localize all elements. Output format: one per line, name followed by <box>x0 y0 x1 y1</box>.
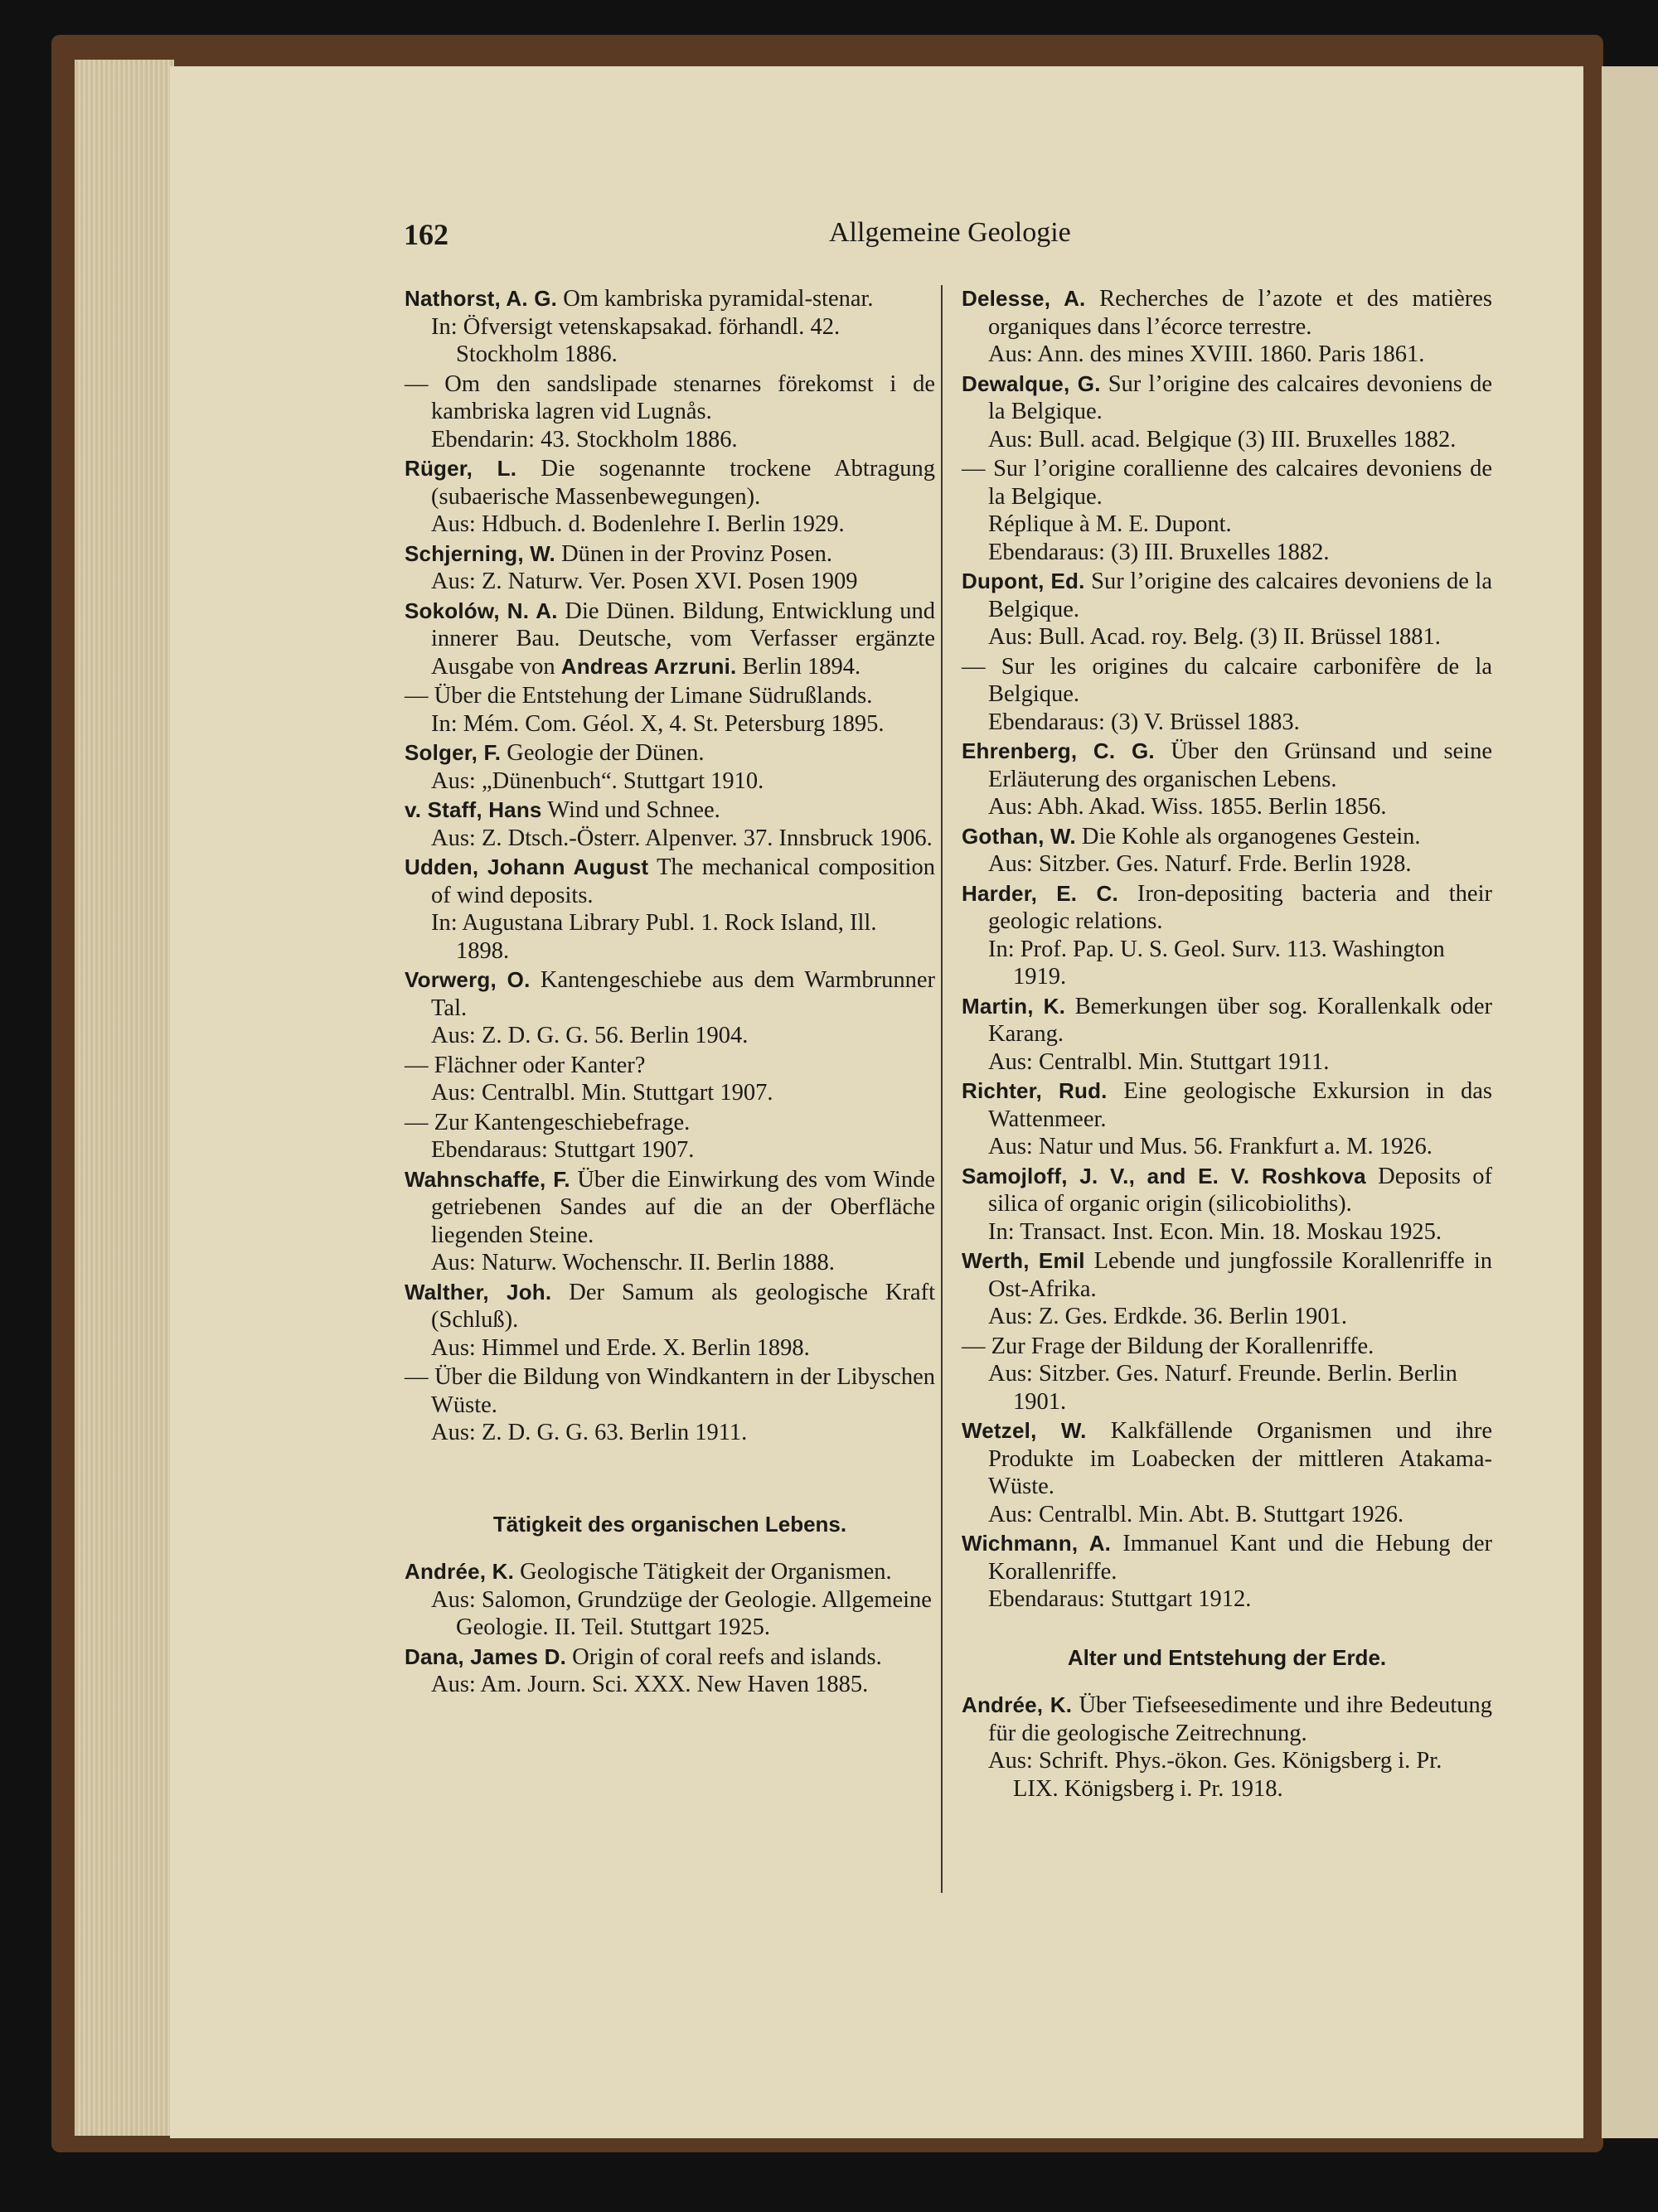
bibliography-entry <box>405 739 935 795</box>
entry-citation <box>405 966 935 1022</box>
bibliography-entry <box>962 823 1492 879</box>
bibliography-entry <box>962 1163 1492 1246</box>
entry-title: Om kambriska pyramidal-stenar. <box>557 286 874 312</box>
entry-title: — Flächner oder Kanter? <box>405 1052 646 1078</box>
entry-source: Aus: Naturw. Wochenschr. II. Berlin 1888. <box>431 1250 835 1275</box>
entry-title: — Über die Bildung von Windkantern in der Libyschen Wüste. <box>405 1364 935 1418</box>
entry-source: In: Augustana Library Publ. 1. Rock Island, Ill. 1898. <box>431 910 877 964</box>
entry-title: Eine geologische Exkursion in das Wattenmeer. <box>988 1078 1492 1132</box>
entry-author: Andrée, K. <box>405 1559 515 1584</box>
entry-source: Aus: Natur und Mus. 56. Frankfurt a. M. 1926. <box>988 1134 1433 1159</box>
entry-source: Aus: Z. Dtsch.-Österr. Alpenver. 37. Innsbruck 1906. <box>431 825 933 851</box>
entry-source: Aus: Abh. Akad. Wiss. 1855. Berlin 1856. <box>988 794 1387 820</box>
entry-citation <box>405 739 935 767</box>
entry-citation <box>962 1333 1492 1361</box>
entry-author: Werth, Emil <box>962 1248 1085 1273</box>
entry-citation <box>405 1279 935 1334</box>
entry-source: In: Transact. Inst. Econ. Min. 18. Moskau 1925. <box>988 1218 1442 1245</box>
entry-source: Ebendaraus: (3) III. Bruxelles 1882. <box>988 539 1330 565</box>
bibliography-entry <box>962 1333 1492 1416</box>
entry-source: Aus: Sitzber. Ges. Naturf. Freunde. Berlin. Berlin 1901. <box>988 1361 1457 1415</box>
bibliography-entry <box>962 455 1492 566</box>
entry-author: v. Staff, Hans <box>405 797 542 822</box>
bibliography-entry <box>962 653 1492 737</box>
bibliography-entry <box>962 1692 1492 1803</box>
entry-citation <box>962 1417 1492 1501</box>
entry-author: Dupont, Ed. <box>962 569 1085 593</box>
bibliography-entry <box>405 1363 935 1447</box>
bibliography-entry <box>962 1247 1492 1331</box>
section-heading-age-of-earth: Alter und Entstehung der Erde. <box>1067 1644 1387 1670</box>
entry-title: Über die Einwirkung des vom Winde getriebenen Sandes auf die an der Oberfläche liegenden Steine. <box>431 1166 935 1248</box>
entry-source: Aus: Himmel und Erde. X. Berlin 1898. <box>431 1334 810 1361</box>
bibliography-entry <box>962 568 1492 651</box>
entry-source: Aus: Z. D. G. G. 63. Berlin 1911. <box>431 1420 748 1445</box>
entry-citation <box>405 598 935 681</box>
entry-title: — Zur Kantengeschiebefrage. <box>405 1109 691 1135</box>
entry-citation <box>962 1692 1492 1747</box>
entry-title: Dünen in der Provinz Posen. <box>555 540 832 567</box>
entry-title: The mechanical composition of wind deposits. <box>431 854 936 908</box>
entry-citation <box>962 1530 1492 1585</box>
entry-title: Wind und Schnee. <box>541 797 720 823</box>
entry-author: Udden, Johann August <box>405 854 649 879</box>
bibliography-entry <box>405 1109 935 1164</box>
bibliography-entry <box>405 1643 935 1699</box>
entry-source: Aus: Schrift. Phys.-ökon. Ges. Königsberg i. Pr. LIX. Königsberg i. Pr. 1918. <box>988 1748 1442 1802</box>
entry-citation <box>962 993 1492 1048</box>
entry-source: Aus: Sitzber. Ges. Naturf. Frde. Berlin 1928. <box>988 851 1412 877</box>
entry-author: Sokolów, N. A. <box>405 598 558 623</box>
entry-citation <box>962 370 1492 426</box>
entry-title: Sur l’origine des calcaires devoniens de la Belgique. <box>988 370 1492 424</box>
entry-citation <box>962 823 1492 851</box>
entry-source: Aus: Salomon, Grundzüge der Geologie. Allgemeine Geologie. II. Teil. Stuttgart 1925. <box>431 1586 932 1640</box>
entry-author: Martin, K. <box>962 993 1065 1019</box>
entry-source: Réplique à M. E. Dupont. <box>988 511 1232 537</box>
bibliography-entry <box>962 738 1492 821</box>
entry-source: Aus: Z. D. G. G. 56. Berlin 1904. <box>431 1023 749 1048</box>
entry-citation <box>962 653 1492 709</box>
entry-author: Nathorst, A. G. <box>405 286 558 311</box>
entry-author: Wahnschaffe, F. <box>405 1166 570 1192</box>
entry-citation <box>962 880 1492 936</box>
bibliography-entry <box>962 993 1492 1077</box>
facing-page-edge <box>1602 66 1658 2138</box>
entry-author: Delesse, A. <box>962 286 1086 311</box>
entry-source: In: Mém. Com. Géol. X, 4. St. Petersburg 1895. <box>431 710 885 737</box>
entry-citation <box>405 1363 935 1419</box>
entry-source: Aus: Centralbl. Min. Abt. B. Stuttgart 1926. <box>988 1501 1404 1527</box>
entry-citation <box>962 455 1492 511</box>
entry-author: Wichmann, A. <box>962 1531 1112 1556</box>
bibliography-entry <box>405 854 935 965</box>
entry-source: Ebendaraus: (3) V. Brüssel 1883. <box>988 709 1300 735</box>
entry-citation <box>405 1166 935 1250</box>
entry-source: Aus: Z. Naturw. Ver. Posen XVI. Posen 1909 <box>431 569 858 594</box>
page-number: 162 <box>404 218 448 251</box>
entry-source: Aus: Am. Journ. Sci. XXX. New Haven 1885. <box>431 1672 869 1697</box>
running-title: Allgemeine Geologie <box>829 217 1071 248</box>
entry-citation <box>962 1077 1492 1133</box>
entry-title: Iron-depositing bacteria and their geologic relations. <box>988 880 1492 934</box>
entry-citation <box>405 1109 935 1137</box>
bibliography-entry <box>405 455 935 539</box>
bibliography-entry <box>962 285 1492 369</box>
entry-title: Geologische Tätigkeit der Organismen. <box>514 1559 892 1585</box>
entry-source: Aus: Hdbuch. d. Bodenlehre I. Berlin 1929. <box>431 511 845 537</box>
entry-title: — Sur les origines du calcaire carbonifère de la Belgique. <box>962 653 1492 707</box>
entry-title: Recherches de l’azote et des matières organiques dans l’écorce terrestre. <box>988 286 1493 340</box>
entry-author: Wetzel, W. <box>962 1418 1087 1443</box>
entry-source: Aus: Centralbl. Min. Stuttgart 1907. <box>431 1080 773 1106</box>
entry-citation <box>405 285 935 313</box>
entry-author: Schjerning, W. <box>405 540 555 566</box>
entry-author: Samojloff, J. V., and E. V. Roshkova <box>962 1163 1366 1188</box>
bibliography-entry <box>405 598 935 681</box>
bibliography-entry <box>405 682 935 738</box>
entry-source: In: Prof. Pap. U. S. Geol. Surv. 113. Washington 1919. <box>988 936 1445 990</box>
entry-source: Aus: Bull. acad. Belgique (3) III. Bruxelles 1882. <box>988 426 1457 453</box>
entry-source: In: Öfversigt vetenskapsakad. förhandl. 42. Stockholm 1886. <box>431 313 841 367</box>
entry-citation <box>405 540 935 569</box>
bibliography-entry <box>962 370 1492 454</box>
entry-author: Richter, Rud. <box>962 1078 1108 1103</box>
entry-title: Geologie der Dünen. <box>501 740 705 766</box>
entry-title: Kantengeschiebe aus dem Warmbrunner Tal. <box>431 967 935 1021</box>
entry-title: Die Kohle als organogenes Gestein. <box>1075 823 1421 849</box>
bibliography-entry <box>405 1166 935 1277</box>
section-heading-organic-life: Tätigkeit des organischen Lebens. <box>492 1511 847 1537</box>
bibliography-entry <box>405 796 935 852</box>
entry-citation <box>405 1052 935 1080</box>
entry-coauthor: Andreas Arzruni. <box>560 653 737 679</box>
entry-source: Aus: Bull. Acad. roy. Belg. (3) II. Brüssel 1881. <box>988 624 1441 650</box>
entry-source: Aus: Ann. des mines XVIII. 1860. Paris 1861. <box>988 341 1425 367</box>
entry-title: Kalkfällende Organismen und ihre Produkte im Loabecken der mittleren Atakama-Wüste. <box>988 1418 1492 1499</box>
entry-title: Über Tiefseesedimente und ihre Bedeutung für die geologische Zeitrechnung. <box>988 1692 1492 1746</box>
right-entries <box>962 285 1492 1614</box>
left-column <box>405 285 935 1701</box>
bibliography-entry <box>962 880 1492 991</box>
entry-citation <box>405 682 935 710</box>
entry-citation <box>962 568 1492 623</box>
entry-source: Aus: „Dünenbuch“. Stuttgart 1910. <box>431 767 764 794</box>
entry-citation <box>962 285 1492 341</box>
entry-title: Origin of coral reefs and islands. <box>566 1643 882 1670</box>
entry-author: Solger, F. <box>405 740 502 765</box>
entry-author: Vorwerg, O. <box>405 967 531 992</box>
entry-citation <box>962 738 1492 793</box>
entry-author: Rüger, L. <box>405 456 517 481</box>
entry-title: Immanuel Kant und die Hebung der Korallenriffe. <box>988 1531 1492 1585</box>
bibliography-entry <box>962 1530 1492 1614</box>
entry-author: Dana, James D. <box>405 1643 567 1669</box>
entry-title: Der Samum als geologische Kraft (Schluß). <box>431 1279 935 1333</box>
entry-citation <box>405 455 935 511</box>
entry-title: Lebende und jungfossile Korallenriffe in Ost-Afrika. <box>988 1248 1492 1302</box>
entry-title: Die Dünen. Bildung, Entwicklung und innerer Bau. Deutsche, vom Verfasser ergänzte Ausgabe von <box>431 598 935 680</box>
entry-title: Über den Grünsand und seine Erläuterung des organischen Lebens. <box>988 738 1493 792</box>
entry-title: — Sur l’origine corallienne des calcaires devoniens de la Belgique. <box>962 456 1492 510</box>
entry-citation <box>405 1558 935 1586</box>
entry-author: Harder, E. C. <box>962 880 1118 906</box>
bibliography-entry <box>405 1052 935 1107</box>
right-section-entries <box>962 1692 1492 1803</box>
entry-source: Aus: Z. Ges. Erdkde. 36. Berlin 1901. <box>988 1304 1347 1329</box>
entry-title: — Über die Entstehung der Limane Südrußlands. <box>405 683 873 709</box>
entry-citation <box>405 370 935 426</box>
entry-title: — Om den sandslipade stenarnes förekomst i de kambriska lagren vid Lugnås. <box>405 370 935 424</box>
entry-title: Sur l’origine des calcaires devoniens de la Belgique. <box>988 569 1492 622</box>
bibliography-entry <box>962 1077 1492 1161</box>
bibliography-entry <box>405 370 935 454</box>
entry-citation <box>405 1643 935 1672</box>
bibliography-entry <box>405 540 935 596</box>
entry-source: Ebendaraus: Stuttgart 1907. <box>431 1137 695 1163</box>
column-divider <box>941 285 943 1893</box>
entry-title: Bemerkungen über sog. Korallenkalk oder Karang. <box>988 993 1492 1047</box>
right-column <box>962 285 1492 1804</box>
entry-author: Walther, Joh. <box>405 1279 552 1304</box>
entry-author: Andrée, K. <box>962 1692 1073 1717</box>
entry-author: Dewalque, G. <box>962 370 1101 396</box>
entry-citation <box>962 1247 1492 1303</box>
bibliography-entry <box>405 966 935 1050</box>
entry-title: Die sogenannte trockene Abtragung (subaerische Massenbewegungen). <box>431 456 935 510</box>
bibliography-entry <box>405 1558 935 1642</box>
entry-source: Ebendarin: 43. Stockholm 1886. <box>431 426 738 453</box>
bibliography-entry <box>405 1279 935 1363</box>
entry-title-end: Berlin 1894. <box>736 653 861 680</box>
bibliography-entry <box>405 285 935 369</box>
entry-citation <box>405 796 935 825</box>
entry-author: Ehrenberg, C. G. <box>962 738 1155 763</box>
entry-title: — Zur Frage der Bildung der Korallenriffe. <box>962 1333 1374 1359</box>
page-edges <box>75 60 174 2136</box>
left-entries <box>405 285 935 1447</box>
entry-author: Gothan, W. <box>962 823 1076 849</box>
entry-source: Ebendaraus: Stuttgart 1912. <box>988 1586 1252 1612</box>
entry-citation <box>962 1163 1492 1218</box>
entry-title: Deposits of silica of organic origin (silicobioliths). <box>988 1163 1492 1217</box>
entry-source: Aus: Centralbl. Min. Stuttgart 1911. <box>988 1048 1330 1075</box>
left-section-entries <box>405 1558 935 1699</box>
bibliography-entry <box>962 1417 1492 1528</box>
entry-citation <box>405 854 935 909</box>
